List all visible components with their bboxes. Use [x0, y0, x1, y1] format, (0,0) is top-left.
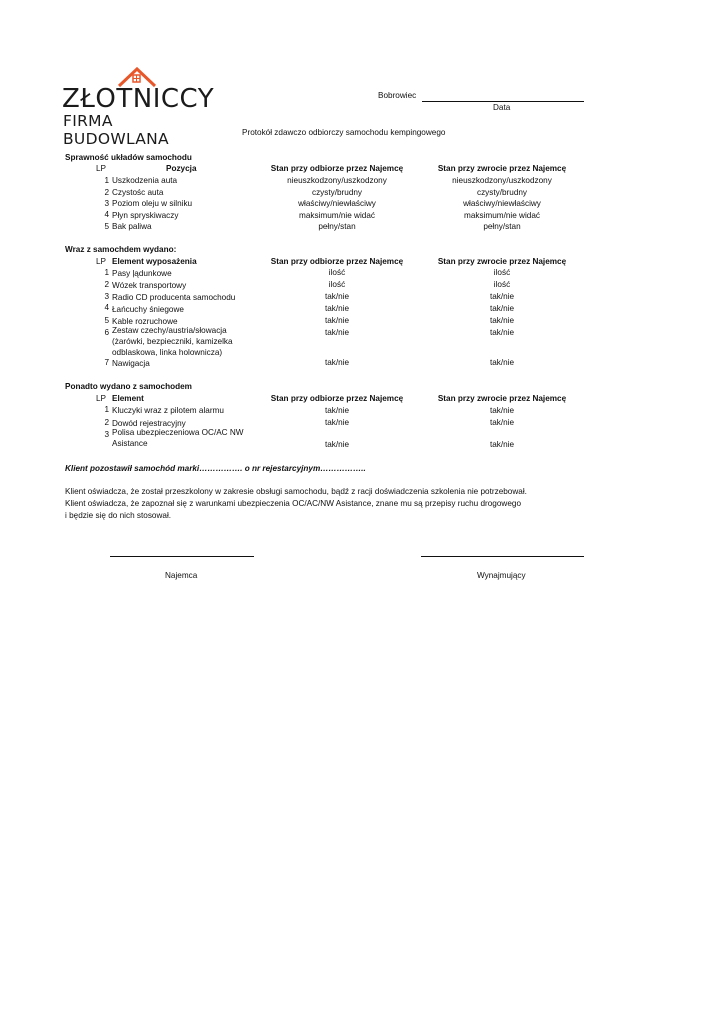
col-return-header: Stan przy zwrocie przez Najemcę — [437, 257, 567, 266]
col-item-header: Element wyposażenia — [112, 257, 197, 266]
row-pickup-state: tak/nie — [324, 418, 350, 427]
row-lp: 7 — [104, 358, 109, 367]
declaration-line: i będzie się do nich stosował. — [65, 511, 172, 520]
row-lp: 4 — [104, 303, 109, 312]
row-return-state: tak/nie — [489, 406, 515, 415]
row-item: Radio CD producenta samochodu — [112, 293, 236, 302]
row-lp: 5 — [104, 316, 109, 325]
date-label: Data — [493, 103, 511, 112]
row-return-state: nieuszkodzony/uszkodzony — [452, 176, 552, 185]
row-lp: 1 — [104, 405, 109, 414]
row-lp: 2 — [104, 188, 109, 197]
section-heading: Ponadto wydano z samochodem — [65, 382, 192, 391]
document-title: Protokół zdawczo odbiorczy samochodu kempingowego — [242, 128, 446, 137]
declaration-line: Klient oświadcza, że zapoznał się z warunkami ubezpieczenia OC/AC/NW Asistance, znane mu są przepisy ruchu drogowego — [65, 499, 521, 508]
row-lp: 2 — [104, 418, 109, 427]
row-return-state: właściwy/niewłaściwy — [463, 199, 541, 208]
row-return-state: ilość — [493, 268, 511, 277]
row-pickup-state: tak/nie — [324, 292, 350, 301]
logo-top-text: ZŁOTNICCY — [62, 84, 215, 114]
company-logo — [62, 64, 222, 148]
row-return-state: tak/nie — [489, 292, 515, 301]
row-item: Dowód rejestracyjny — [112, 419, 186, 428]
row-pickup-state: nieuszkodzony/uszkodzony — [287, 176, 387, 185]
row-pickup-state: czysty/brudny — [311, 188, 363, 197]
row-item: Czystośc auta — [112, 188, 164, 197]
row-pickup-state: tak/nie — [324, 406, 350, 415]
signature-line-tenant — [110, 556, 254, 557]
col-pickup-header: Stan przy odbiorze przez Najemcę — [270, 164, 404, 173]
row-lp: 2 — [104, 280, 109, 289]
row-pickup-state: tak/nie — [324, 328, 350, 337]
row-item: Uszkodzenia auta — [112, 176, 178, 185]
row-return-state: tak/nie — [489, 440, 515, 449]
row-item-line: Zestaw czechy/austria/słowacja — [112, 326, 227, 335]
signature-label-landlord: Wynajmujący — [477, 571, 526, 580]
row-item: Kable rozruchowe — [112, 317, 178, 326]
row-item: Pasy ļądunkowe — [112, 269, 172, 278]
row-item: Kluczyki wraz z pilotem alarmu — [112, 406, 224, 415]
row-pickup-state: właściwy/niewłaściwy — [298, 199, 376, 208]
row-item-line: Polisa ubezpieczeniowa OC/AC NW — [112, 428, 244, 437]
row-item: Płyn spryskiwaczy — [112, 211, 179, 220]
col-return-header: Stan przy zwrocie przez Najemcę — [437, 394, 567, 403]
row-pickup-state: pełny/stan — [318, 222, 356, 231]
row-return-state: czysty/brudny — [476, 188, 528, 197]
section-heading: Wraz z samochdem wydano: — [65, 245, 177, 254]
signature-label-tenant: Najemca — [165, 571, 198, 580]
col-pickup-header: Stan przy odbiorze przez Najemcę — [270, 394, 404, 403]
row-lp: 1 — [104, 176, 109, 185]
row-return-state: maksimum/nie widać — [464, 211, 540, 220]
row-item: Nawigacja — [112, 359, 150, 368]
row-item-line: odblaskowa, linka holownicza) — [112, 348, 223, 357]
row-return-state: ilość — [493, 280, 511, 289]
row-pickup-state: tak/nie — [324, 440, 350, 449]
row-item: Bak paliwa — [112, 222, 152, 231]
row-lp: 4 — [104, 210, 109, 219]
row-return-state: tak/nie — [489, 304, 515, 313]
row-pickup-state: tak/nie — [324, 316, 350, 325]
col-lp-header: LP — [96, 394, 107, 403]
col-return-header: Stan przy zwrocie przez Najemcę — [437, 164, 567, 173]
row-return-state: tak/nie — [489, 316, 515, 325]
row-item-line: Asistance — [112, 439, 148, 448]
col-pickup-header: Stan przy odbiorze przez Najemcę — [270, 257, 404, 266]
row-pickup-state: tak/nie — [324, 304, 350, 313]
row-pickup-state: maksimum/nie widać — [299, 211, 375, 220]
row-lp: 1 — [104, 268, 109, 277]
row-pickup-state: ilość — [328, 268, 346, 277]
section-heading: Sprawność układów samochodu — [65, 153, 192, 162]
client-vehicle-line: Klient pozostawił samochód marki……………. o nr rejestarcyjnym…………….. — [65, 464, 366, 473]
col-item-header: Element — [112, 394, 144, 403]
row-return-state: tak/nie — [489, 358, 515, 367]
row-lp: 6 — [104, 328, 109, 337]
row-lp: 3 — [104, 292, 109, 301]
row-item: Poziom oleju w silniku — [112, 199, 193, 208]
col-lp-header: LP — [96, 164, 107, 173]
row-item: Łańcuchy śniegowe — [112, 305, 184, 314]
date-line — [422, 101, 584, 102]
signature-line-landlord — [421, 556, 584, 557]
row-return-state: tak/nie — [489, 418, 515, 427]
row-lp: 3 — [104, 199, 109, 208]
row-return-state: pełny/stan — [483, 222, 521, 231]
row-lp: 5 — [104, 222, 109, 231]
declaration-line: Klient oświadcza, że został przeszkolony w zakresie obsługi samochodu, bądź z racji doświadczenia szkolenia nie potrzebował. — [65, 487, 527, 496]
place-label: Bobrowiec — [378, 91, 417, 100]
logo-bottom-text: FIRMA BUDOWLANA — [63, 112, 169, 148]
row-item: Wózek transportowy — [112, 281, 187, 290]
col-item-header: Pozycja — [166, 164, 197, 173]
row-pickup-state: tak/nie — [324, 358, 350, 367]
row-lp: 3 — [104, 430, 109, 439]
col-lp-header: LP — [96, 257, 107, 266]
row-return-state: tak/nie — [489, 328, 515, 337]
row-item-line: (żarówki, bezpieczniki, kamizelka — [112, 337, 233, 346]
row-pickup-state: ilość — [328, 280, 346, 289]
